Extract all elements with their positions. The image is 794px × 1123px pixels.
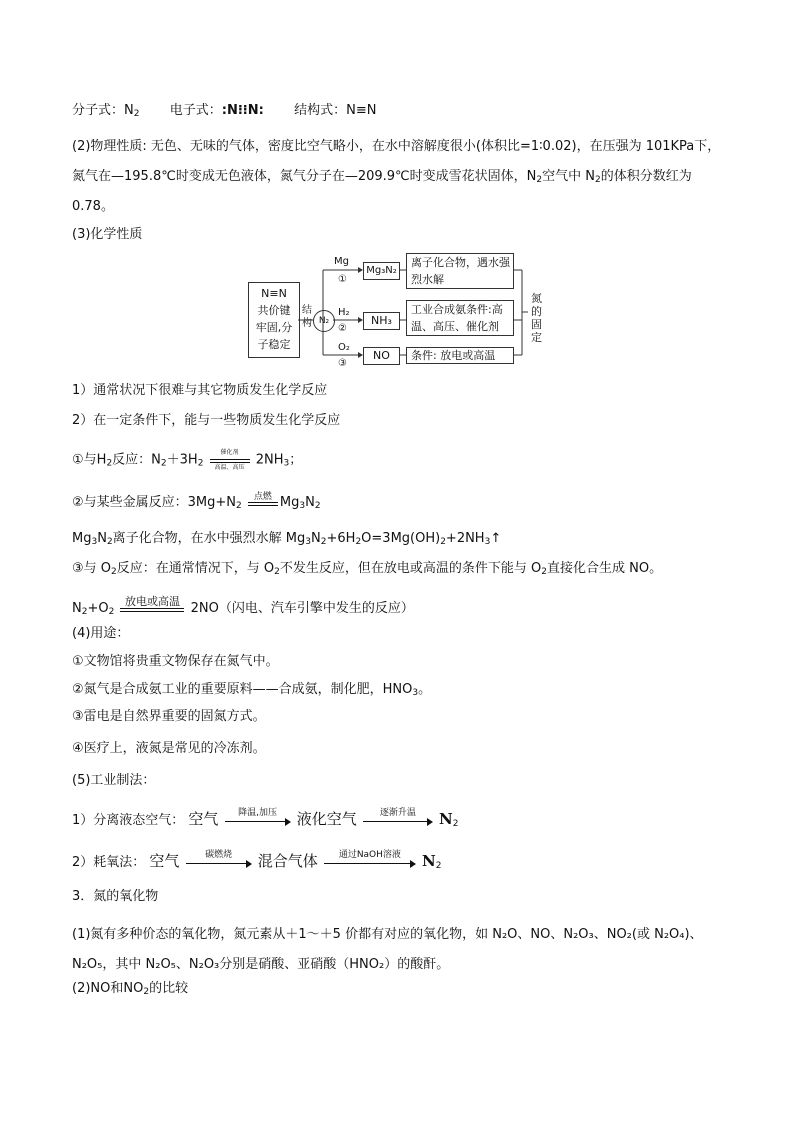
metal-reaction: ②与某些金属反应：$3Mg+N_2$ 点燃 $Mg_3N_2$ (72, 491, 321, 511)
industry-method-2: 2）耗氧法： 空气 碳燃烧 混合气体 通过NaOH溶液 $N_2$ (72, 849, 442, 871)
o2-reaction: ③与 $O_2$反应：在通常情况下，与 $O_2$不发生反应，但在放电或高温的条件下能与 $O_2$直接化合生成 NO。 (72, 561, 663, 577)
industry-heading: (5)工业制法： (72, 773, 156, 788)
product-no: NO (363, 347, 400, 365)
no-reaction: $N_2+O_2$ 放电或高温 2NO（闪电、汽车引擎中发生的反应） (72, 594, 414, 617)
physical-properties: (2)物理性质: 无色、无味的气体，密度比空气略小，在水中溶解度很小(体积比=1∶0.02)，在压强为 101KPa下，氮气在—195.8℃时变成无色液体，氮气分子在—209.9℃时变成雪花状固体，$N_2$空气中 $N_2$的体积分数红为 0.78。 (72, 139, 721, 214)
use-4: ④医疗上，液氮是常见的冷冻剂。 (72, 741, 266, 756)
h2-reaction: ①与$H_2$反应：$N_2+3H_2$ 催化剂 高温、高压 $2NH_3$； (72, 449, 303, 471)
use-heading: (4)用途： (72, 626, 130, 641)
chem-heading: (3)化学性质 (72, 227, 143, 242)
mg3n2-hydrolysis: $Mg_3N_2$离子化合物，在水中强烈水解 $Mg_3N_2+6H_2O=3Mg(OH)_2+2NH_3↑$ (72, 531, 502, 547)
industry-method-1: 1）分离液态空气： 空气 降温,加压 液化空气 逐渐升温 $N_2$ (72, 807, 459, 829)
note-nh3: 工业合成氨条件:高温、高压、催化剂 (406, 300, 514, 336)
use-2: ②氮气是合成氨工业的重要原料——合成氨，制化肥，$HNO_3$。 (72, 682, 432, 698)
line-1: 1）通常状况下很难与其它物质发生化学反应 (72, 383, 328, 398)
compare-heading: (2)NO和$NO_2$的比较 (72, 981, 189, 997)
line-2: 2）在一定条件下，能与一些物质发生化学反应 (72, 413, 341, 428)
reagent-h2: H₂ (338, 307, 350, 318)
fixation-label: 氮 的 固 定 (531, 292, 542, 344)
n2-circle: N₂ (313, 310, 335, 332)
ignite-arrow: 点燃 (248, 492, 278, 506)
arrow-cool-compress: 降温,加压 (225, 808, 291, 826)
oxide-heading: 3．氮的氧化物 (72, 889, 159, 904)
structure-label: 结 构 (302, 305, 312, 329)
product-nh3: NH₃ (363, 312, 400, 330)
reagent-mg: Mg (334, 256, 349, 267)
num-1: ① (338, 274, 347, 285)
num-2: ② (338, 323, 347, 334)
oxide-text: (1)氮有多种价态的氧化物，氮元素从＋1～＋5 价都有对应的氧化物，如 N₂O、NO、N₂O₃、NO₂(或 N₂O₄)、N₂O₅，其中 N₂O₅、N₂O₃分别是硝酸、亚硝酸（HNO₂）的酸酐。 (72, 927, 703, 972)
arrow-carbon-burn: 碳燃烧 (186, 850, 252, 868)
use-1: ①文物馆将贵重文物保存在氮气中。 (72, 654, 279, 669)
arrow-warm: 逐渐升温 (363, 808, 433, 826)
product-mg3n2: Mg₃N₂ (363, 262, 400, 280)
nitrogen-diagram (246, 250, 556, 370)
stability-box: N≡N 共价键 牢固,分 子稳定 (248, 282, 300, 358)
note-mg: 离子化合物，遇水强烈水解 (406, 253, 514, 289)
num-3: ③ (338, 358, 347, 369)
reagent-o2: O₂ (338, 342, 350, 353)
note-no: 条件: 放电或高温 (406, 347, 514, 364)
use-3: ③雷电是自然界重要的固氮方式。 (72, 709, 266, 724)
molecule-line: 分子式：$N_2$ 电子式：:N⁝⁝N: 结构式：N≡N (72, 103, 377, 119)
arrow-naoh: 通过NaOH溶液 (324, 850, 416, 868)
catalyst-arrow: 催化剂 高温、高压 (210, 448, 250, 472)
discharge-arrow: 放电或高温 (120, 596, 184, 612)
